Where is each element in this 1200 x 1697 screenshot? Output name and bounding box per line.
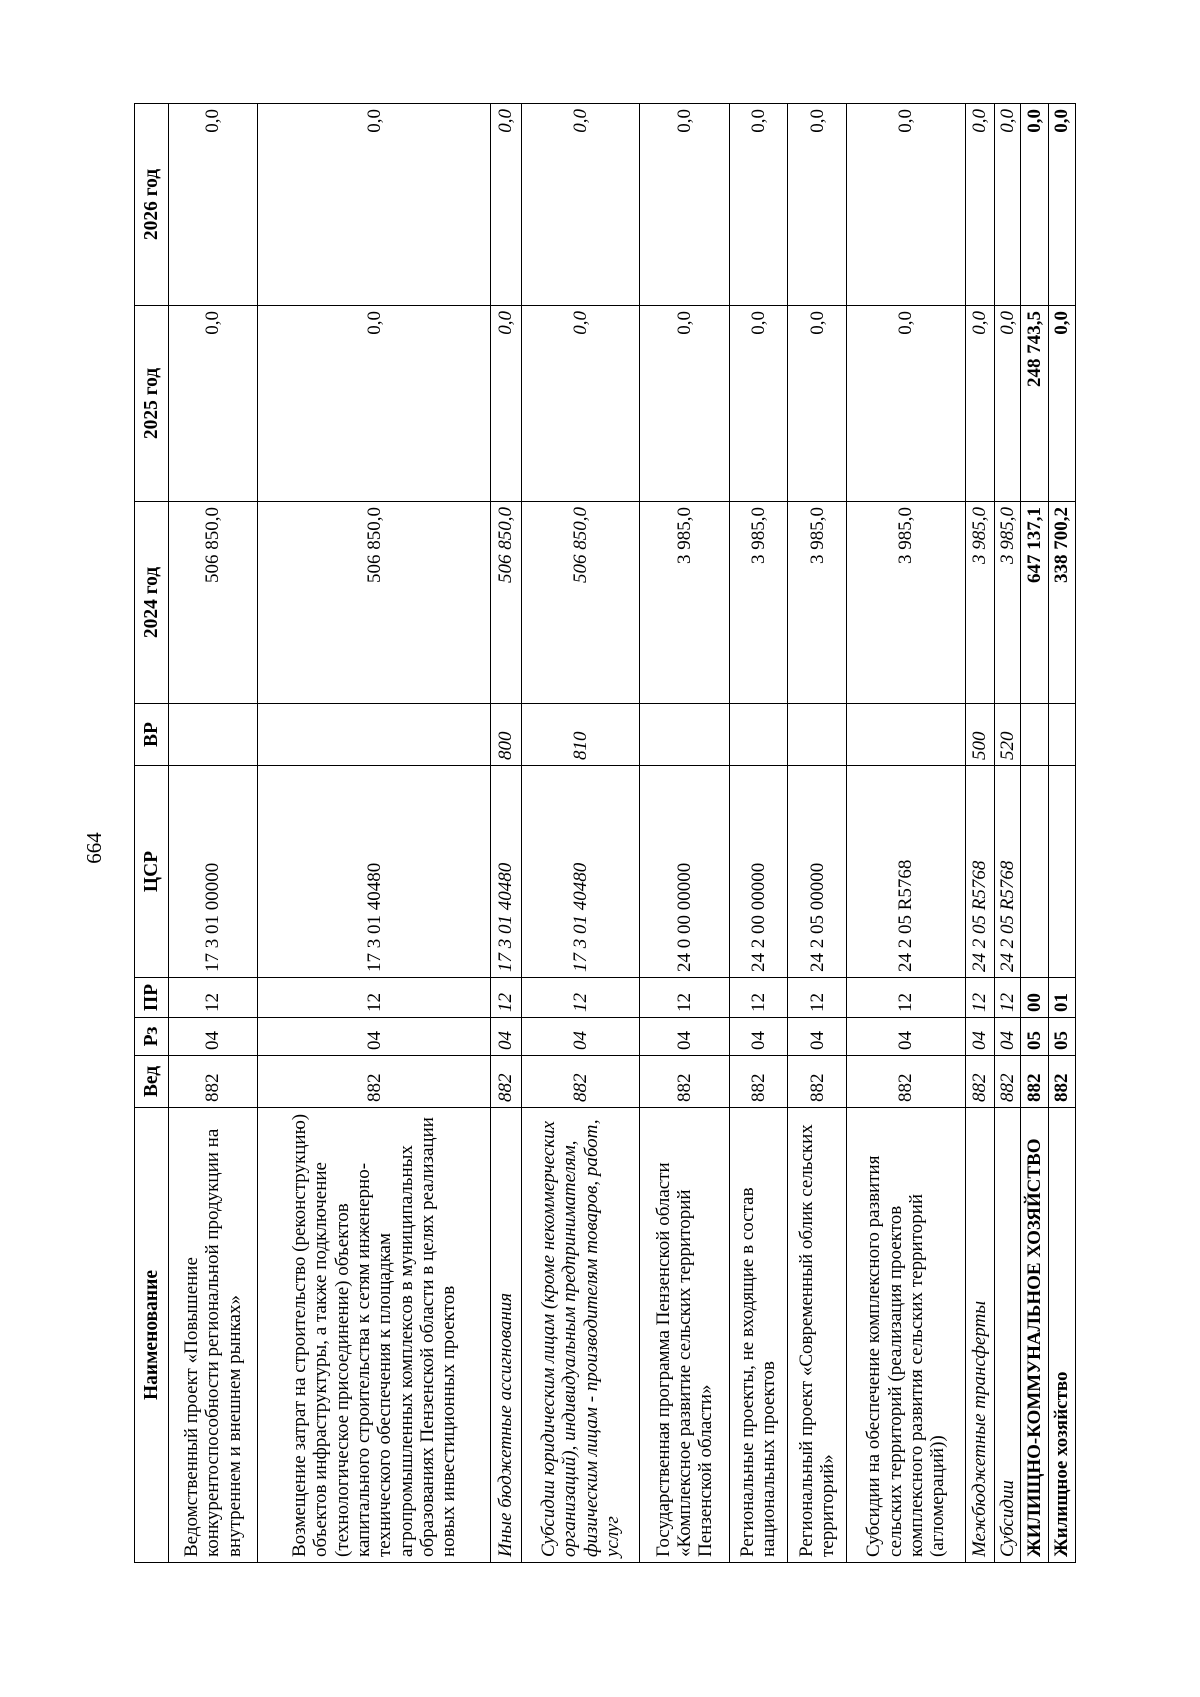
- row-pr: 12: [491, 978, 521, 1018]
- row-ved: 882: [169, 1056, 258, 1108]
- row-csr: 24 2 05 R5768: [995, 766, 1021, 978]
- row-pr: 12: [521, 978, 640, 1018]
- table-row: [847, 104, 966, 1563]
- row-ved: 882: [847, 1056, 966, 1108]
- header-vr: ВР: [135, 704, 169, 766]
- row-pr: 12: [995, 978, 1021, 1018]
- row-name: Жилищное хозяйство: [1048, 1108, 1075, 1563]
- rotated-table-container: [134, 104, 1076, 1563]
- row-csr: 24 0 00 00000: [640, 766, 729, 978]
- row-name: Региональный проект «Современный облик сельских территорий»: [788, 1108, 847, 1563]
- row-csr: 17 3 01 00000: [169, 766, 258, 978]
- table-row: [521, 104, 640, 1563]
- row-vr: [1021, 704, 1048, 766]
- header-ved: Вед: [135, 1056, 169, 1108]
- row-csr: 24 2 05 00000: [788, 766, 847, 978]
- row-pr: 12: [169, 978, 258, 1018]
- row-ved: 882: [965, 1056, 994, 1108]
- row-vr: 810: [521, 704, 640, 766]
- row-ved: 882: [640, 1056, 729, 1108]
- row-2024: 3 985,0: [640, 502, 729, 704]
- row-rz: 04: [847, 1018, 966, 1056]
- row-2025: 0,0: [521, 306, 640, 502]
- row-pr: 00: [1021, 978, 1048, 1018]
- header-pr: ПР: [135, 978, 169, 1018]
- row-vr: [788, 704, 847, 766]
- row-rz: 04: [788, 1018, 847, 1056]
- table-row: [491, 104, 521, 1563]
- row-2025: 0,0: [1048, 306, 1075, 502]
- row-vr: [1048, 704, 1075, 766]
- table-row: [1021, 104, 1048, 1563]
- row-vr: [169, 704, 258, 766]
- row-2024: 647 137,1: [1021, 502, 1048, 704]
- row-csr: [1021, 766, 1048, 978]
- row-2024: 3 985,0: [995, 502, 1021, 704]
- row-ved: 882: [491, 1056, 521, 1108]
- row-ved: 882: [995, 1056, 1021, 1108]
- row-2026: 0,0: [995, 104, 1021, 306]
- row-pr: 12: [965, 978, 994, 1018]
- row-2026: 0,0: [1021, 104, 1048, 306]
- row-2026: 0,0: [788, 104, 847, 306]
- table-row: [1048, 104, 1075, 1563]
- row-2025: 0,0: [729, 306, 788, 502]
- header-rz: Рз: [135, 1018, 169, 1056]
- header-2026: 2026 год: [135, 104, 169, 306]
- row-rz: 05: [1048, 1018, 1075, 1056]
- row-ved: 882: [1021, 1056, 1048, 1108]
- row-name: Субсидии юридическим лицам (кроме некоммерческих организаций), индивидуальным предпринимателям, физическим лицам - производителям товаров, работ, услуг: [521, 1108, 640, 1563]
- row-csr: [1048, 766, 1075, 978]
- row-pr: 12: [847, 978, 966, 1018]
- row-2024: 506 850,0: [491, 502, 521, 704]
- row-name: Возмещение затрат на строительство (реконструкцию) объектов инфраструктуры, а также подключение (технологическое присоединение) объектов капитального строительства к сетям инженерно-технического обеспечения к площадкам агропромышленных комплексов в муниципальных образованиях Пензенской области в целях реализации новых инвестиционных проектов: [258, 1108, 491, 1563]
- row-vr: [847, 704, 966, 766]
- row-name: Субсидии: [995, 1108, 1021, 1563]
- row-2026: 0,0: [729, 104, 788, 306]
- header-2024: 2024 год: [135, 502, 169, 704]
- row-2025: 0,0: [491, 306, 521, 502]
- table-row: [788, 104, 847, 1563]
- row-2024: 3 985,0: [788, 502, 847, 704]
- row-csr: 24 2 00 00000: [729, 766, 788, 978]
- row-name: Государственная программа Пензенской области «Комплексное развитие сельских территорий Пензенской области»: [640, 1108, 729, 1563]
- row-2025: 0,0: [995, 306, 1021, 502]
- row-2025: 0,0: [965, 306, 994, 502]
- row-vr: 520: [995, 704, 1021, 766]
- row-2024: 506 850,0: [258, 502, 491, 704]
- row-name: Иные бюджетные ассигнования: [491, 1108, 521, 1563]
- row-ved: 882: [521, 1056, 640, 1108]
- row-2025: 0,0: [788, 306, 847, 502]
- row-2024: 3 985,0: [847, 502, 966, 704]
- row-2026: 0,0: [491, 104, 521, 306]
- page-number: 664: [82, 832, 106, 864]
- table-row: [640, 104, 729, 1563]
- row-2024: 3 985,0: [729, 502, 788, 704]
- row-pr: 12: [258, 978, 491, 1018]
- table-row: [258, 104, 491, 1563]
- row-2024: 506 850,0: [169, 502, 258, 704]
- row-2026: 0,0: [258, 104, 491, 306]
- row-2024: 3 985,0: [965, 502, 994, 704]
- row-rz: 04: [965, 1018, 994, 1056]
- table-row: [729, 104, 788, 1563]
- row-rz: 04: [729, 1018, 788, 1056]
- header-csr: ЦСР: [135, 766, 169, 978]
- row-2024: 338 700,2: [1048, 502, 1075, 704]
- row-rz: 04: [521, 1018, 640, 1056]
- row-name: Субсидии на обеспечение комплексного развития сельских территорий (реализация проектов комплексного развития сельских территорий (агломераций)): [847, 1108, 966, 1563]
- header-name: Наименование: [135, 1108, 169, 1563]
- row-name: ЖИЛИЩНО-КОММУНАЛЬНОЕ ХОЗЯЙСТВО: [1021, 1108, 1048, 1563]
- row-vr: [640, 704, 729, 766]
- row-rz: 04: [640, 1018, 729, 1056]
- row-rz: 05: [1021, 1018, 1048, 1056]
- row-rz: 04: [491, 1018, 521, 1056]
- row-vr: [258, 704, 491, 766]
- row-name: Ведомственный проект «Повышение конкурентоспособности региональной продукции на внутреннем и внешнем рынках»: [169, 1108, 258, 1563]
- row-2025: 0,0: [640, 306, 729, 502]
- row-2026: 0,0: [965, 104, 994, 306]
- row-2024: 506 850,0: [521, 502, 640, 704]
- row-csr: 17 3 01 40480: [491, 766, 521, 978]
- row-ved: 882: [729, 1056, 788, 1108]
- row-name: Региональные проекты, не входящие в состав национальных проектов: [729, 1108, 788, 1563]
- header-row: [135, 104, 169, 1563]
- row-rz: 04: [995, 1018, 1021, 1056]
- row-2025: 248 743,5: [1021, 306, 1048, 502]
- table-row: [995, 104, 1021, 1563]
- row-vr: 500: [965, 704, 994, 766]
- row-csr: 17 3 01 40480: [258, 766, 491, 978]
- row-vr: 800: [491, 704, 521, 766]
- row-pr: 01: [1048, 978, 1075, 1018]
- table-row: [965, 104, 994, 1563]
- budget-table: [134, 103, 1076, 1563]
- row-rz: 04: [258, 1018, 491, 1056]
- row-2026: 0,0: [169, 104, 258, 306]
- row-csr: 17 3 01 40480: [521, 766, 640, 978]
- row-2025: 0,0: [847, 306, 966, 502]
- row-2026: 0,0: [640, 104, 729, 306]
- row-ved: 882: [788, 1056, 847, 1108]
- row-2026: 0,0: [1048, 104, 1075, 306]
- row-ved: 882: [1048, 1056, 1075, 1108]
- row-name: Межбюджетные трансферты: [965, 1108, 994, 1563]
- row-pr: 12: [729, 978, 788, 1018]
- row-2025: 0,0: [169, 306, 258, 502]
- row-csr: 24 2 05 R5768: [847, 766, 966, 978]
- row-vr: [729, 704, 788, 766]
- row-2026: 0,0: [521, 104, 640, 306]
- row-2026: 0,0: [847, 104, 966, 306]
- row-2025: 0,0: [258, 306, 491, 502]
- header-2025: 2025 год: [135, 306, 169, 502]
- row-pr: 12: [640, 978, 729, 1018]
- table-row: [169, 104, 258, 1563]
- row-rz: 04: [169, 1018, 258, 1056]
- row-ved: 882: [258, 1056, 491, 1108]
- row-csr: 24 2 05 R5768: [965, 766, 994, 978]
- row-pr: 12: [788, 978, 847, 1018]
